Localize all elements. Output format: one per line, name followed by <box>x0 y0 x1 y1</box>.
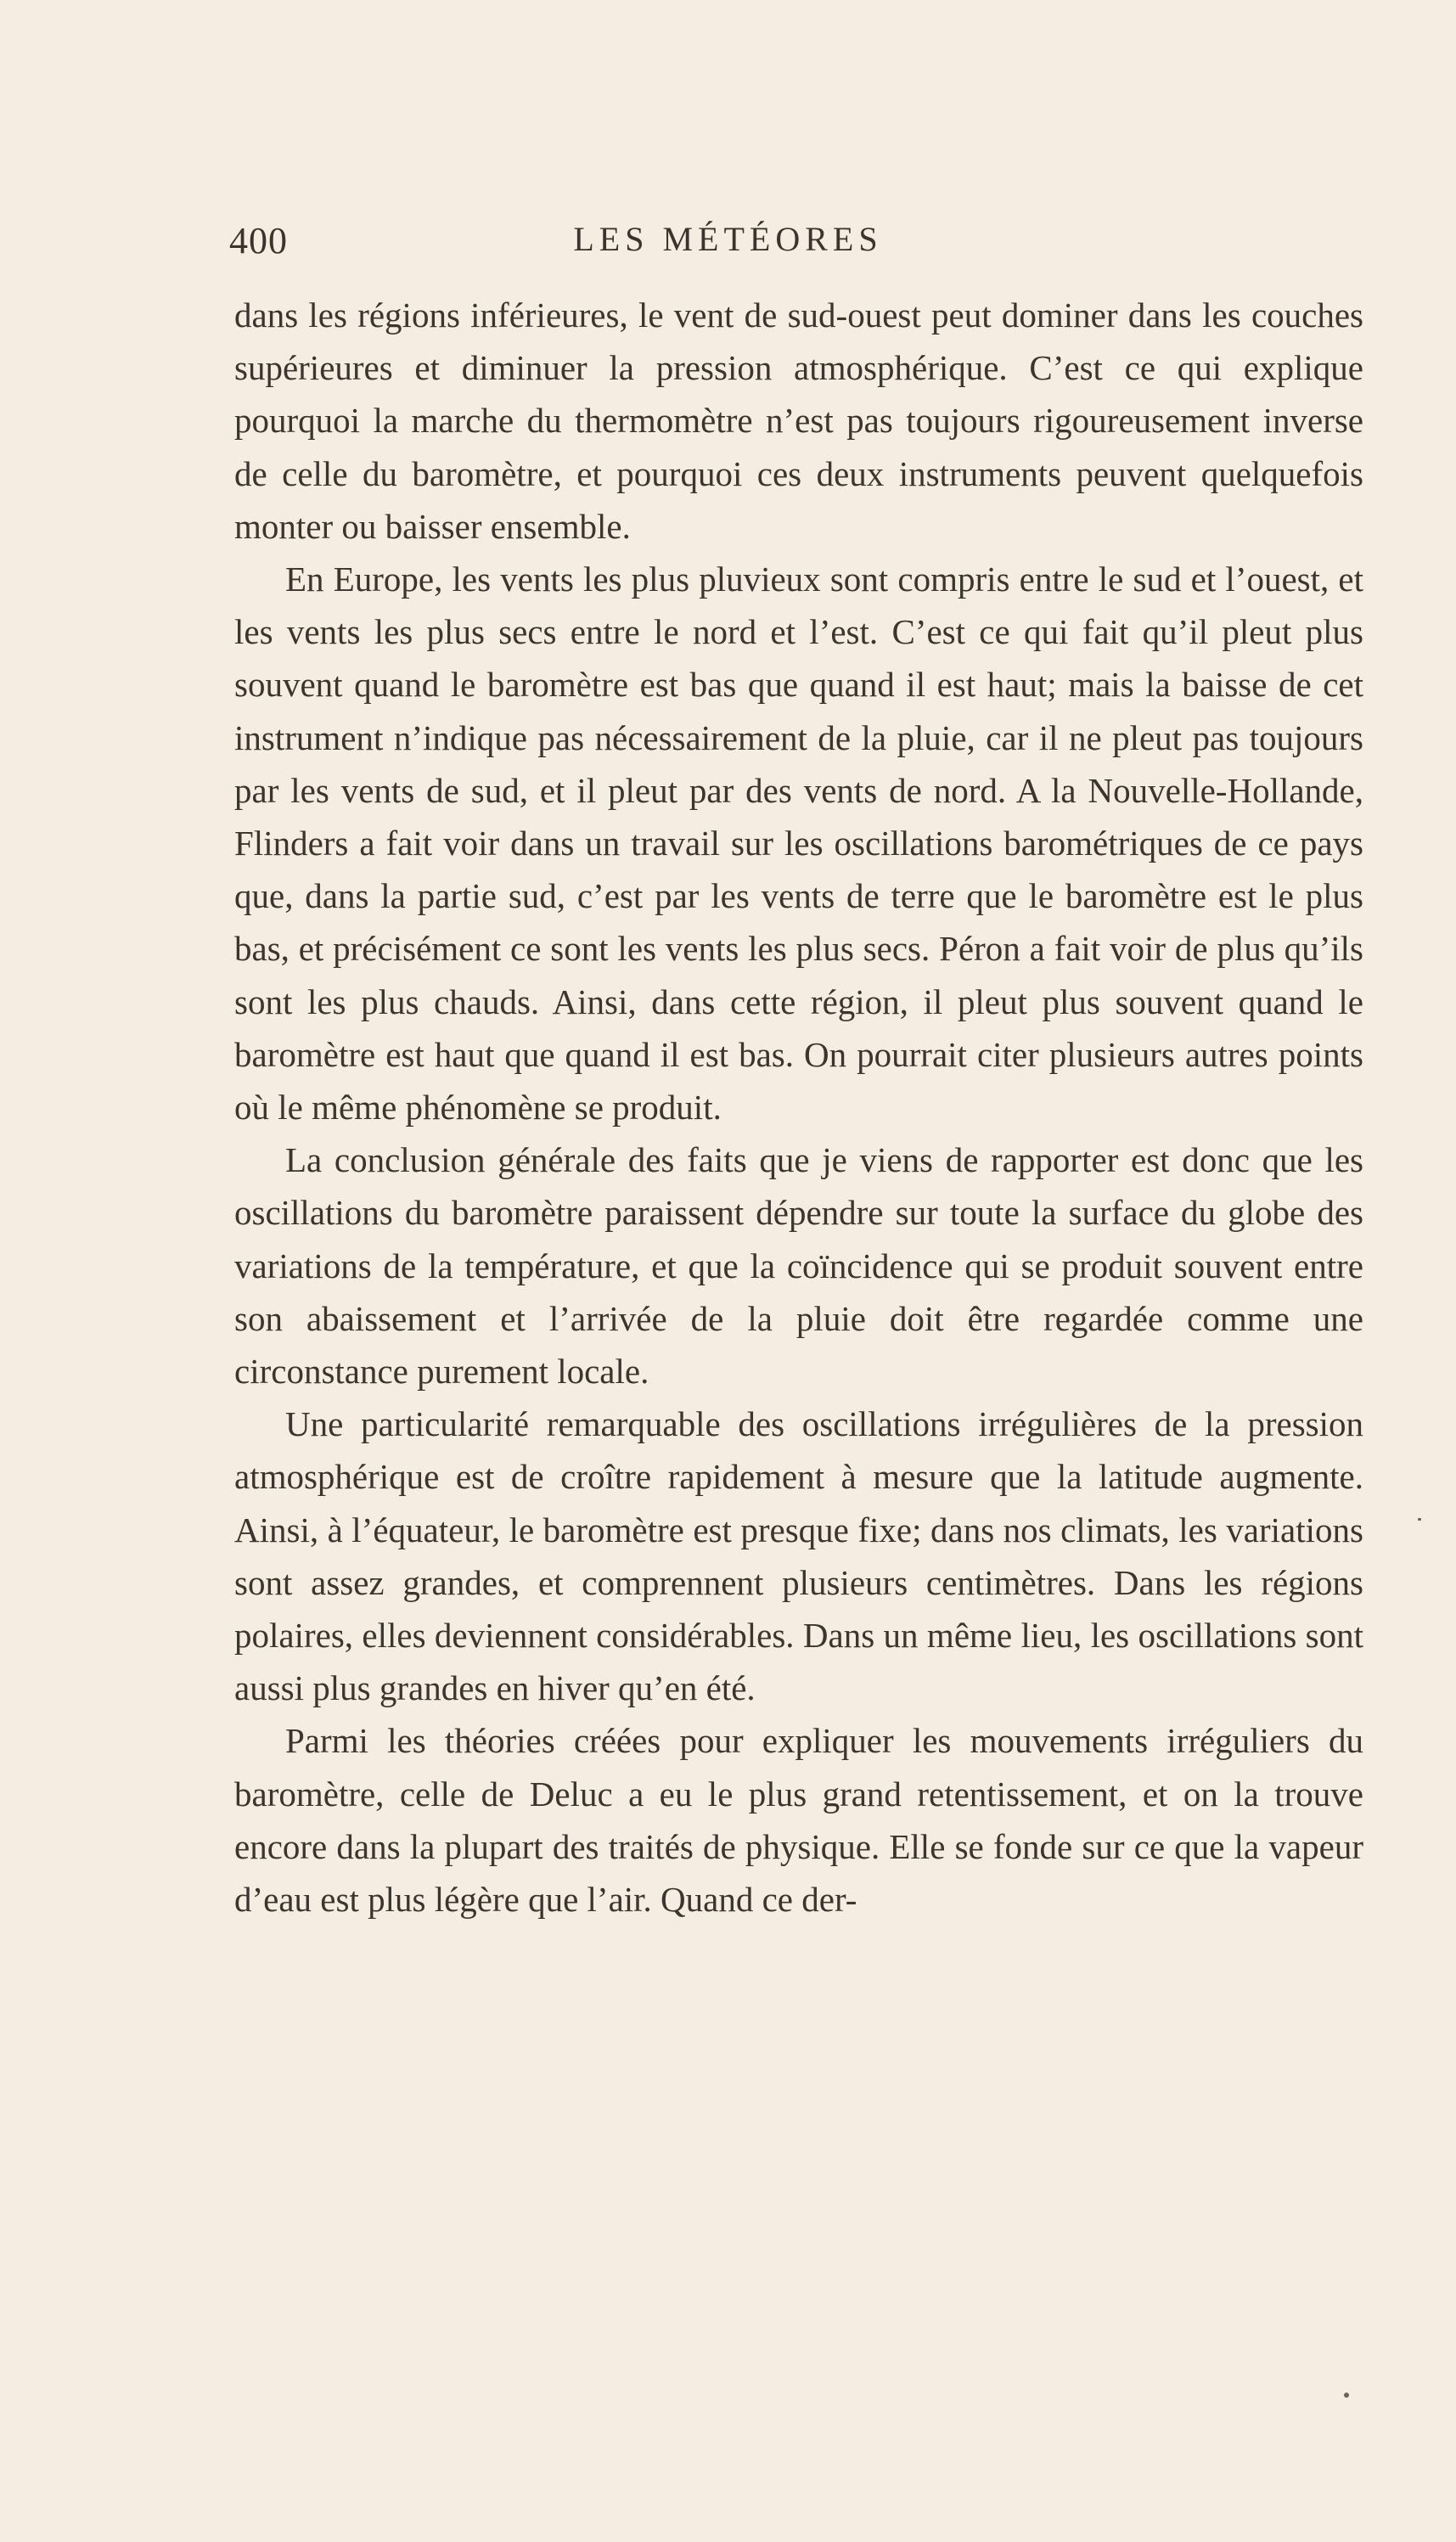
body-text <box>234 289 1363 1926</box>
running-head: LES MÉTÉORES <box>573 220 883 258</box>
page-header <box>0 219 1456 270</box>
paragraph-continuation: dans les régions inférieures, le vent de sud-ouest peut dominer dans les couches supérieures et diminuer la pression atmosphérique. C’est ce qui explique pourquoi la marche du thermomètre n’est pas toujours rigoureusement inverse de celle du baromètre, et pourquoi ces deux instruments peuvent quelquefois monter ou baisser ensemble. <box>234 295 1363 546</box>
paragraph: La conclusion générale des faits que je viens de rapporter est donc que les oscillations du baromètre paraissent dépendre sur toute la surface du globe des variations de la température, et que la coïncidence qui se produit souvent entre son abaissement et l’arrivée de la pluie doit être regardée comme une circonstance purement locale. <box>234 1140 1363 1392</box>
paragraph: En Europe, les vents les plus pluvieux sont compris entre le sud et l’ouest, et les vents les plus secs entre le nord et l’est. C’est ce qui fait qu’il pleut plus souvent quand le baromètre est bas que quand il est haut; mais la baisse de cet instrument n’indique pas nécessairement de la pluie, car il ne pleut pas toujours par les vents de sud, et il pleut par des vents de nord. A la Nouvelle-Hollande, Flinders a fait voir dans un travail sur les oscillations barométriques de ce pays que, dans la partie sud, c’est par les vents de terre que le baromètre est le plus bas, et précisément ce sont les vents les plus secs. Péron a fait voir de plus qu’ils sont les plus chauds. Ainsi, dans cette région, il pleut plus souvent quand le baromètre est haut que quand il est bas. On pourrait citer plusieurs autres points où le même phénomène se produit. <box>234 560 1363 1128</box>
paragraph: Parmi les théories créées pour expliquer les mouvements irréguliers du baromètre, celle de Deluc a eu le plus grand retentissement, et on la trouve encore dans la plupart des traités de physique. Elle se fonde sur ce que la vapeur d’eau est plus légère que l’air. Quand ce der- <box>234 1721 1363 1920</box>
paper-speck <box>1418 1518 1421 1521</box>
paragraph: Une particularité remarquable des oscillations irrégulières de la pression atmosphérique est de croître rapidement à mesure que la latitude augmente. Ainsi, à l’équateur, le baromètre est presque fixe; dans nos climats, les variations sont assez grandes, et comprennent plusieurs centimètres. Dans les régions polaires, elles deviennent considérables. Dans un même lieu, les oscillations sont aussi plus grandes en hiver qu’en été. <box>234 1404 1363 1708</box>
page-number: 400 <box>229 220 288 262</box>
paper-speck <box>1344 2393 1349 2398</box>
